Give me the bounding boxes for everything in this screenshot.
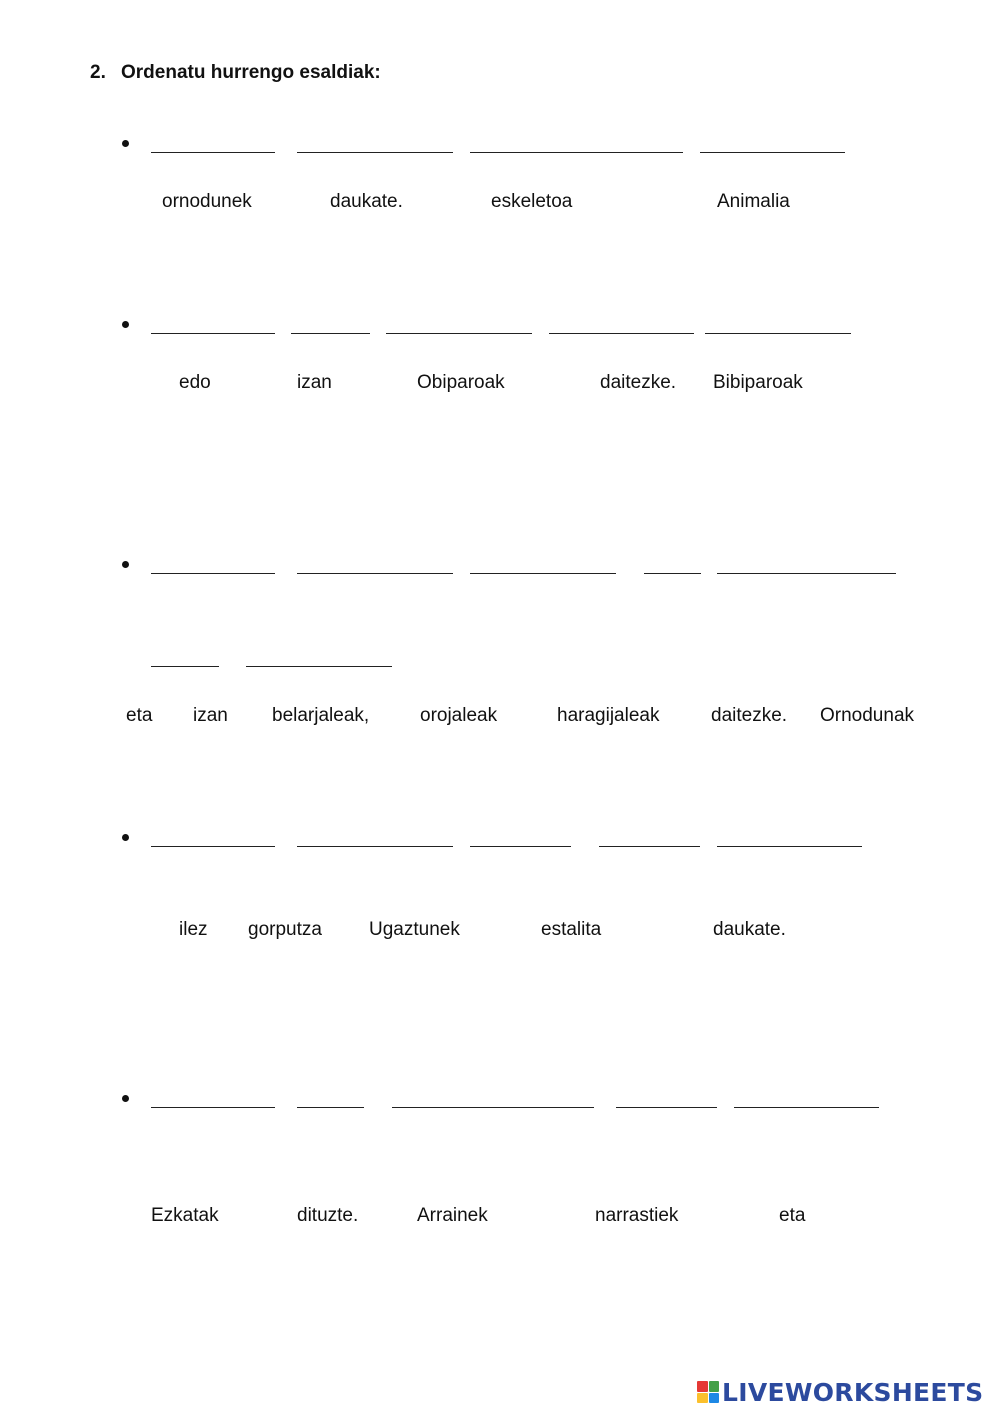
answer-blank[interactable]: [705, 333, 851, 334]
word-tile[interactable]: eskeletoa: [491, 191, 573, 212]
answer-blank[interactable]: [297, 152, 453, 153]
answer-blank[interactable]: [470, 152, 683, 153]
exercise-title: Ordenatu hurrengo esaldiak:: [121, 62, 381, 83]
answer-blank[interactable]: [549, 333, 694, 334]
answer-blank[interactable]: [291, 333, 370, 334]
brand-name: LIVEWORKSHEETS: [722, 1377, 984, 1407]
word-tile[interactable]: edo: [179, 372, 211, 393]
word-tile[interactable]: eta: [126, 705, 153, 726]
word-tile[interactable]: Ezkatak: [151, 1205, 219, 1226]
answer-blank[interactable]: [616, 1107, 717, 1108]
answer-blank[interactable]: [151, 573, 275, 574]
answer-blank[interactable]: [392, 1107, 594, 1108]
word-tile[interactable]: haragijaleak: [557, 705, 660, 726]
word-tile[interactable]: eta: [779, 1205, 806, 1226]
exercise-heading: [90, 62, 381, 84]
word-tile[interactable]: orojaleak: [420, 705, 498, 726]
word-tile[interactable]: daitezke.: [600, 372, 677, 393]
word-tile[interactable]: Arrainek: [417, 1205, 488, 1226]
word-tile[interactable]: daitezke.: [711, 705, 788, 726]
answer-blank[interactable]: [717, 846, 862, 847]
bullet-icon: [122, 561, 129, 568]
bullet-icon: [122, 834, 129, 841]
word-tile[interactable]: Bibiparoak: [713, 372, 803, 393]
answer-blank[interactable]: [151, 1107, 275, 1108]
word-tile[interactable]: izan: [193, 705, 228, 726]
word-tile[interactable]: Animalia: [717, 191, 790, 212]
answer-blank[interactable]: [700, 152, 845, 153]
answer-blank[interactable]: [246, 666, 392, 667]
answer-blank[interactable]: [599, 846, 700, 847]
word-tile[interactable]: estalita: [541, 919, 602, 940]
answer-blank[interactable]: [297, 573, 453, 574]
word-tile[interactable]: belarjaleak,: [272, 705, 370, 726]
answer-blank[interactable]: [151, 666, 219, 667]
word-tile[interactable]: narrastiek: [595, 1205, 679, 1226]
word-tile[interactable]: daukate.: [330, 191, 403, 212]
bullet-icon: [122, 321, 129, 328]
answer-blank[interactable]: [297, 846, 453, 847]
exercise-number: 2.: [90, 62, 106, 83]
word-tile[interactable]: ornodunek: [162, 191, 252, 212]
answer-blank[interactable]: [470, 846, 571, 847]
word-tile[interactable]: daukate.: [713, 919, 786, 940]
word-tile[interactable]: gorputza: [248, 919, 322, 940]
answer-blank[interactable]: [297, 1107, 364, 1108]
answer-blank[interactable]: [470, 573, 616, 574]
liveworksheets-logo: [697, 1378, 983, 1406]
word-tile[interactable]: Ornodunak: [820, 705, 915, 726]
liveworksheets-logo-icon: [697, 1381, 719, 1403]
answer-blank[interactable]: [644, 573, 701, 574]
bullet-icon: [122, 1095, 129, 1102]
answer-blank[interactable]: [151, 846, 275, 847]
bullet-icon: [122, 140, 129, 147]
word-tile[interactable]: izan: [297, 372, 332, 393]
answer-blank[interactable]: [734, 1107, 879, 1108]
word-tile[interactable]: Obiparoak: [417, 372, 505, 393]
word-tile[interactable]: dituzte.: [297, 1205, 359, 1226]
answer-blank[interactable]: [151, 152, 275, 153]
answer-blank[interactable]: [717, 573, 896, 574]
word-tile[interactable]: Ugaztunek: [369, 919, 460, 940]
answer-blank[interactable]: [386, 333, 532, 334]
answer-blank[interactable]: [151, 333, 275, 334]
word-tile[interactable]: ilez: [179, 919, 208, 940]
